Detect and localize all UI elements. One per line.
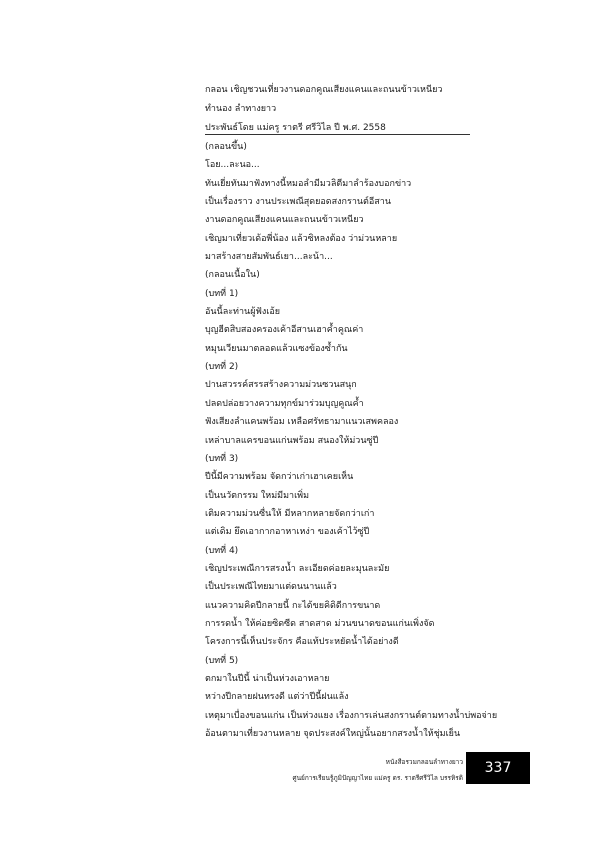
poem-line: เชิญประเพณีการสรงน้ำ ละเอียดค่อยละมุนละมัย <box>205 563 390 574</box>
poem-line: เหตุมาเบื่องขอนแก่น เป็นห่วงแยง เรื่องการเล่นสงกรานต์ตามทางน้ำบ่พอจ่าย <box>205 710 498 721</box>
poem-line: หว่างปีกลายฝนทรงดี แต่ว่าปีนี้ฝนแล้ง <box>205 692 349 703</box>
poem-line: แต่เดิม ยึดเอากากอาหาเหง่า ของเค้าไว้ซู่ปี <box>205 527 370 538</box>
poem-line: อ้อนตามาเที่ยวงานหลาย จุดประสงค์ใหญ่นั้นอยากสรงน้ำให้ชุ่มเย็น <box>205 729 461 739</box>
poem-line: (บทที่ 4) <box>205 545 239 556</box>
poem-line: ปลดปล่อยวางความทุกข์มาร่วมบุญคูณค้ำ <box>205 398 364 409</box>
poem-line: (บทที่ 5) <box>205 655 239 666</box>
poem-header <box>205 81 465 138</box>
poem-line: อันนี้ละท่านผู้ฟังเอ้ย <box>205 307 280 318</box>
poem-body <box>205 138 498 743</box>
poem-line: เหล่าบาลแครขอนแก่นพร้อม สนองให้ม่วนซู่ปี <box>205 435 379 446</box>
header-divider <box>205 134 470 135</box>
poem-line: มาสร้างสายสัมพันธ์เยา...ละน้า... <box>205 252 333 263</box>
poem-line: ตกมาในปีนี้ น่าเป็นห่วงเอาหลาย <box>205 673 330 684</box>
poem-title: กลอน เชิญชวนเที่ยวงานดอกคูณเสียงแคนและถนนข้าวเหนียว <box>205 85 443 95</box>
poem-line: แนวความคิดปีกลายนี้ กะได้ขยคิดิดีการขนาด <box>205 600 381 611</box>
poem-author: ประพันธ์โดย แม่ครู ราตรี ศรีวิไล ปี พ.ศ. 2558 <box>205 123 386 133</box>
poem-line: (กลอนเนื้อใน) <box>205 270 260 281</box>
poem-line: ทันเยี่ยทันมาฟังทางนี้หมอลำมีมวลิตีมาลำร้องบอกข่าว <box>205 178 412 189</box>
poem-line: โครงการนี้เห็นประจักร คือแท้ประหยัดน้ำได้อย่างดี <box>205 637 399 648</box>
poem-line: ฟังเสียงลำแคนพร้อม เหลือศรัทธามาแนวเสพคลอง <box>205 417 399 428</box>
poem-line: หมุนเวียนมาตลอดแล้วแซงข้องซ้ำกัน <box>205 343 348 354</box>
poem-line: ปีนี้มีความพร้อม จัดกว่าเก่าเฮาเคยเห็น <box>205 472 354 483</box>
footer-publisher: ศูนย์การเรียนรู้ภูมิปัญญาไทย แม่ครู ดร. ราตรีศรีวิไล บรรหิรดิ <box>292 774 463 782</box>
poem-line: บุญฮีตสิบสองครองเค้าอีสานเฮาค้ำคูณค่า <box>205 325 364 336</box>
poem-line: เป็นนวัตกรรม ใหม่มีมาเพิ่ม <box>205 490 310 501</box>
poem-line: (กลอนขึ้น) <box>205 142 247 152</box>
poem-line: โอย...ละนอ... <box>205 160 260 171</box>
poem-line: (บทที่ 2) <box>205 362 239 373</box>
poem-line: เชิญมาเที่ยวเด้อพี่น้อง แล้วซิหลงต้อง ว่าม่วนหลาย <box>205 233 398 244</box>
poem-line: (บทที่ 3) <box>205 453 239 464</box>
poem-line: เป็นประเพณีไทยมาแต่ดนนานแล้ว <box>205 582 337 593</box>
footer-book-title: หนังสือรวมกลอนลำทางยาว <box>385 758 463 766</box>
poem-melody: ทำนอง ลำทางยาว <box>205 104 277 114</box>
poem-line: ปานสวรรค์สรรสร้างความม่วนซวนสนุก <box>205 380 357 391</box>
poem-line: (บทที่ 1) <box>205 288 239 299</box>
poem-line: การรดน้ำ ให้ค่อยซิดซีด สาดสาด ม่วนขนาดขอนแก่นเพิ่งจัด <box>205 618 435 629</box>
poem-line: งานดอกคูณเสียงแคนและถนนข้าวเหนียว <box>205 215 364 226</box>
poem-line: เป็นเรื่องราว งานประเพณีสุดยอดสงกรานต์อีสาน <box>205 197 391 208</box>
page-number: 337 <box>466 752 530 784</box>
poem-line: เติมความม่วนซื่นให้ มีหลากหลายจัดกว่าเก่า <box>205 508 375 519</box>
